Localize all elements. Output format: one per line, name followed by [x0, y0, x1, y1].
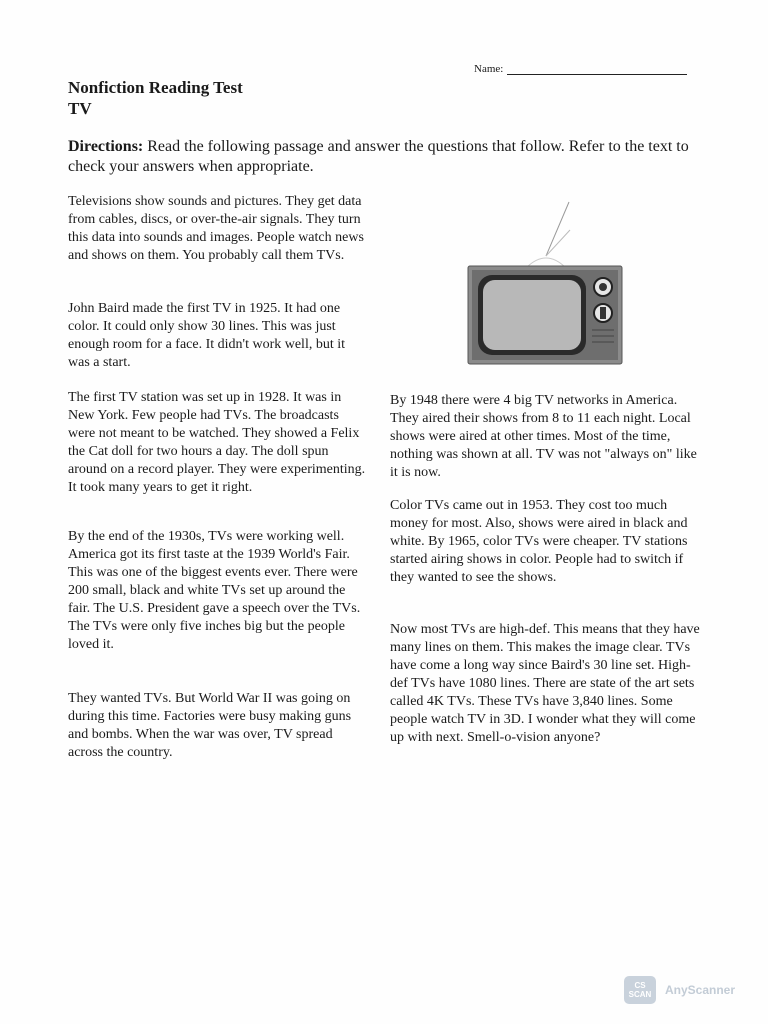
name-label: Name: — [474, 63, 504, 75]
left-paragraph-4: By the end of the 1930s, TVs were working well. America got its first taste at the 1939 World's Fair. This was one of the biggest events ever. There were 200 small, black and white TVs set up around the fair. The U.S. President gave a speech over the TVs. The TVs were only five inches big but the people loved it. — [68, 529, 361, 652]
directions-text: Read the following passage and answer the questions that follow. Refer to the text to check your answers when appropriate. — [68, 138, 689, 175]
page-title — [68, 77, 243, 119]
directions-label: Directions: — [68, 138, 144, 155]
cs-scan-logo-icon: CS SCAN — [624, 976, 656, 1004]
left-paragraph-5: They wanted TVs. But World War II was going on during this time. Factories were busy making guns and bombs. When the war was over, TV spread across the country. — [68, 691, 352, 760]
title-line-2: TV — [68, 99, 92, 118]
right-paragraph-1: By 1948 there were 4 big TV networks in America. They aired their shows from 8 to 11 each night. Local shows were aired at other times. Most of the time, nothing was shown at all. TV was not "always on" like it is now. — [390, 393, 697, 480]
directions — [68, 137, 718, 177]
right-paragraph-2: Color TVs came out in 1953. They cost too much money for most. Also, shows were aired in black and white. By 1965, color TVs were cheaper. TV stations started airing shows in color. People had to switch if they wanted to see the shows. — [390, 498, 688, 585]
right-paragraph-3: Now most TVs are high-def. This means that they have many lines on them. This makes the image clear. TVs have come a long way since Baird's 30 line set. High-def TVs have 1080 lines. There are state of the art sets called 4K TVs. These TVs have 3,840 lines. Some people watch TV in 3D. I wonder what they will come up with next. Smell-o-vision anyone? — [390, 622, 700, 745]
name-blank-line[interactable] — [507, 62, 687, 75]
vintage-television-icon — [466, 200, 626, 368]
scanner-watermark — [624, 976, 735, 1004]
title-line-1: Nonfiction Reading Test — [68, 78, 243, 97]
name-field[interactable] — [474, 62, 687, 75]
brand-text: AnyScanner — [665, 983, 736, 997]
left-paragraph-3: The first TV station was set up in 1928. It was in New York. Few people had TVs. The broadcasts were not meant to be watched. They showed a Felix the Cat doll for two hours a day. The doll spun around on a record player. They were experimenting. It took many years to get it right. — [68, 390, 366, 495]
left-paragraph-2: John Baird made the first TV in 1925. It had one color. It could only show 30 lines. This was just enough room for a face. It didn't work well, but it was a start. — [68, 301, 346, 370]
left-paragraph-1: Televisions show sounds and pictures. They get data from cables, discs, or over-the-air signals. They turn this data into sounds and images. People watch news and shows on them. You probably call them TVs. — [68, 194, 364, 263]
